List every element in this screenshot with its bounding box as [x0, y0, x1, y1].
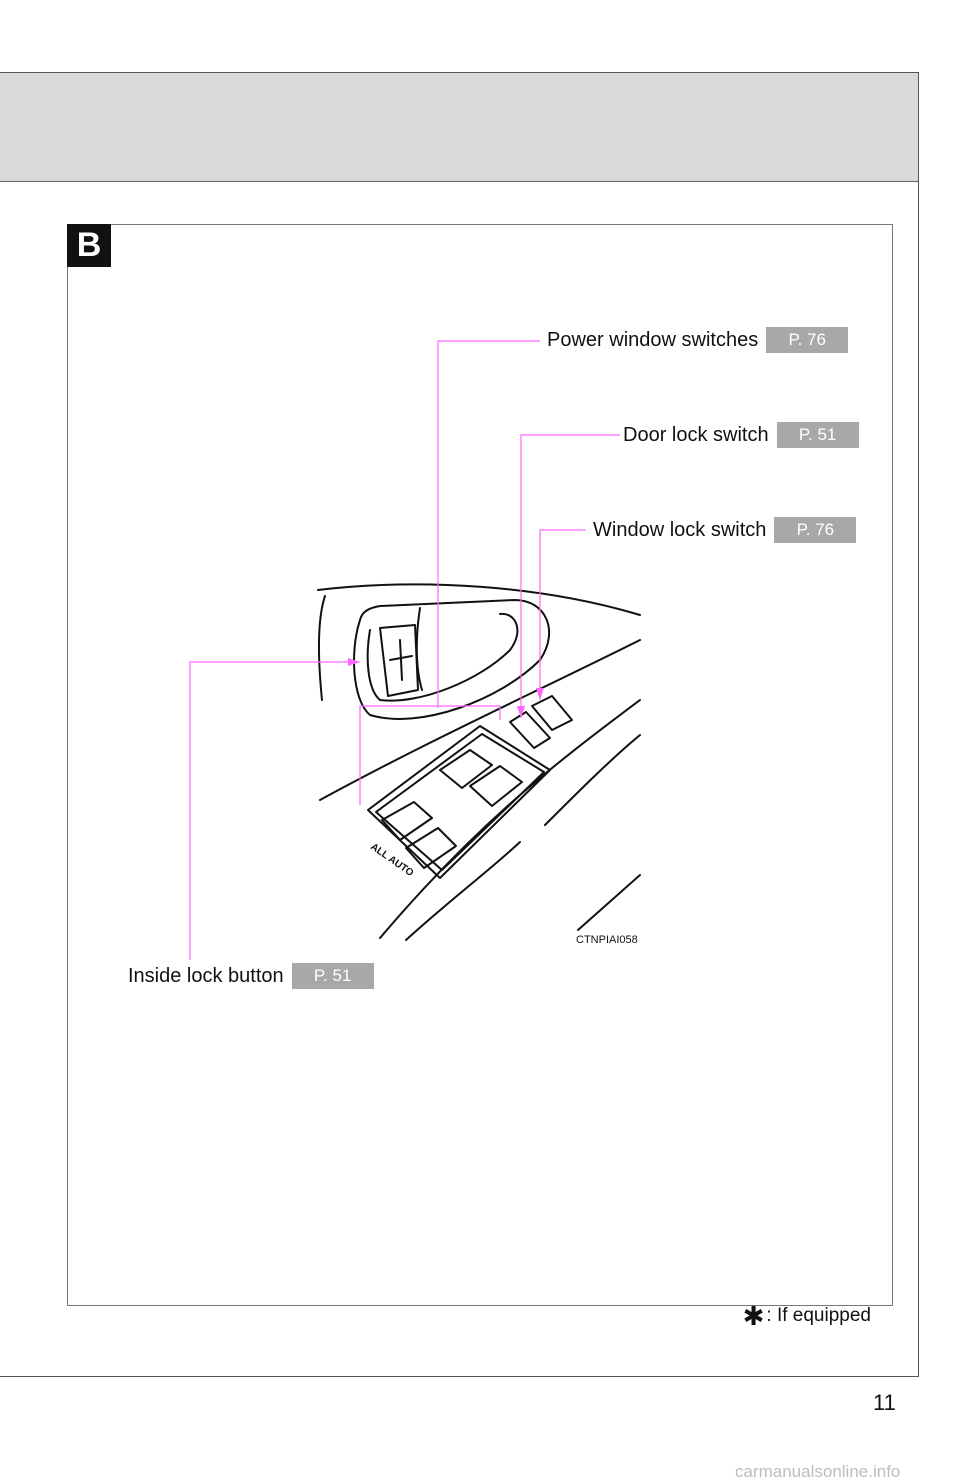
illustration-code: CTNPIAI058: [576, 934, 638, 946]
asterisk-icon: ✱: [742, 1301, 765, 1331]
callout-door-lock-switch: [623, 422, 859, 448]
footnote: [743, 1303, 871, 1329]
page-number: 11: [873, 1390, 896, 1415]
page-ref-badge[interactable]: P. 51: [292, 963, 374, 989]
callout-label: Window lock switch: [593, 518, 767, 541]
callout-label: Door lock switch: [623, 423, 769, 446]
callout-power-window-switches: [547, 327, 848, 353]
section-badge: B: [67, 224, 111, 267]
page-ref-badge[interactable]: P. 76: [774, 517, 856, 543]
switch-label-all-auto: ALL AUTO: [368, 841, 416, 880]
watermark: carmanualsonline.info: [735, 1462, 901, 1481]
footnote-text: : If equipped: [766, 1305, 871, 1326]
callout-label: Power window switches: [547, 328, 759, 351]
callout-label: Inside lock button: [128, 964, 284, 987]
callout-inside-lock-button: [128, 963, 374, 989]
page-ref-badge[interactable]: P. 76: [766, 327, 848, 353]
page-ref-badge[interactable]: P. 51: [777, 422, 859, 448]
callout-window-lock-switch: [593, 517, 856, 543]
